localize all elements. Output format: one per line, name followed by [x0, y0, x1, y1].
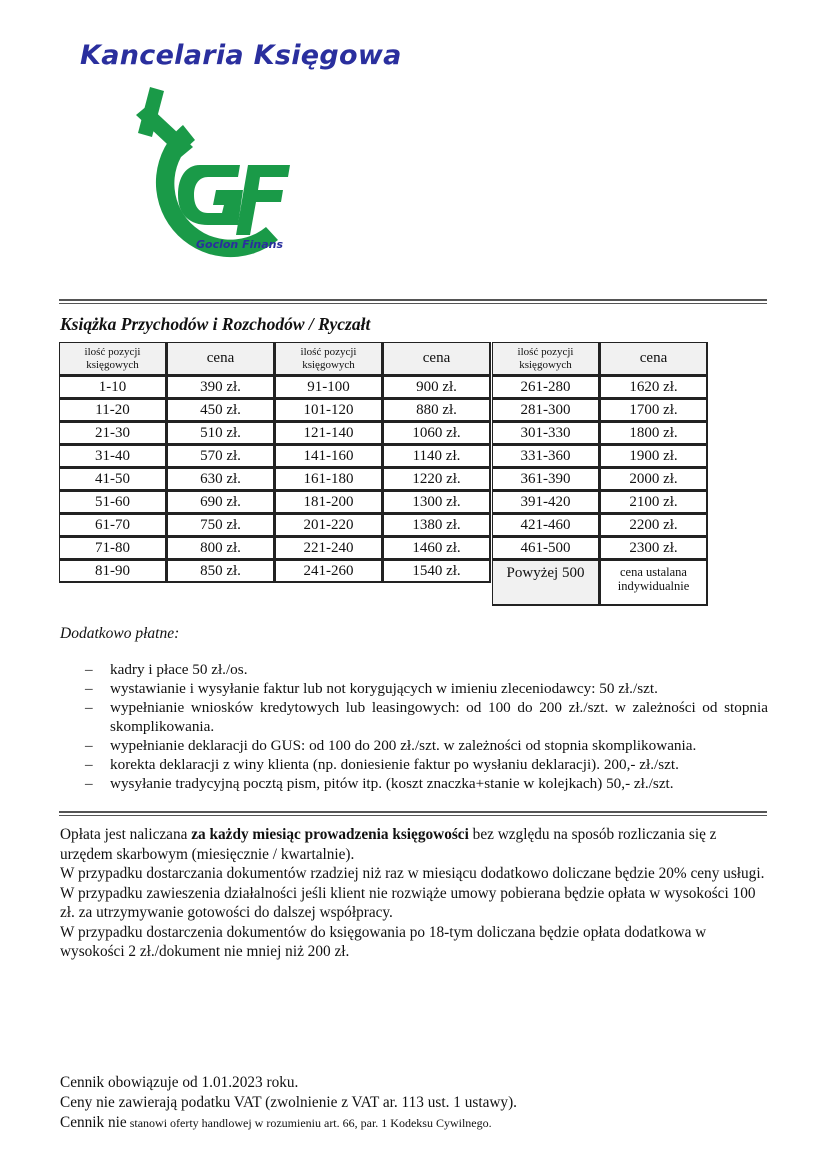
table-cell-price: 900 zł. [383, 376, 491, 399]
column-header-range: ilość pozycji księgowych [492, 342, 600, 376]
column-header-range: ilość pozycji księgowych [275, 342, 383, 376]
table-cell-price: 450 zł. [167, 399, 275, 422]
column-header-range: ilość pozycji księgowych [59, 342, 167, 376]
list-item: – wypełnianie wniosków kredytowych lub leasingowych: od 100 do 200 zł./szt. w zależności od stopnia skomplikowania. [85, 699, 768, 735]
table-cell-range: 31-40 [59, 445, 167, 468]
table-cell-price: 2200 zł. [600, 514, 708, 537]
table-cell-price: 1060 zł. [383, 422, 491, 445]
column-header-price: cena [600, 342, 708, 376]
list-item: – wypełnianie deklaracji do GUS: od 100 do 200 zł./szt. w zależności od stopnia skomplikowania. [85, 737, 697, 754]
table-cell-range: 21-30 [59, 422, 167, 445]
extras-title: Dodatkowo płatne: [60, 625, 180, 642]
table-cell-range: 421-460 [492, 514, 600, 537]
table-cell-price: 1700 zł. [600, 399, 708, 422]
table-cell-price: 690 zł. [167, 491, 275, 514]
table-cell-price: 1380 zł. [383, 514, 491, 537]
table-cell-range: 181-200 [275, 491, 383, 514]
table-cell-price: 1460 zł. [383, 537, 491, 560]
table-cell-price: 1540 zł. [383, 560, 491, 583]
table-cell-price: 1800 zł. [600, 422, 708, 445]
table-cell-range: 81-90 [59, 560, 167, 583]
table-cell-range: 331-360 [492, 445, 600, 468]
company-name: Kancelaria Księgowa [80, 40, 402, 71]
extras-list [60, 660, 768, 793]
footer-vat: Ceny nie zawierają podatku VAT (zwolnienie z VAT ar. 113 ust. 1 ustawy). [60, 1094, 517, 1111]
list-item: – wysyłanie tradycyjną pocztą pism, pitów itp. (koszt znaczka+stanie w kolejkach) 50,- zł./szt. [85, 775, 674, 792]
logo-name: Goclon Finans [196, 238, 284, 251]
company-logo [128, 85, 308, 260]
table-cell-price: 1620 zł. [600, 376, 708, 399]
table-cell-range: 11-20 [59, 399, 167, 422]
logo-initials: GF [128, 85, 130, 86]
footer-disclaimer: Cennik nie stanowi oferty handlowej w rozumieniu art. 66, par. 1 Kodeksu Cywilnego. [60, 1114, 492, 1131]
note-billing: Opłata jest naliczana za każdy miesiąc prowadzenia księgowości bez względu na sposób rozliczania się z urzędem skarbowym (miesięcznie / kwartalnie). [60, 826, 717, 863]
table-cell-range: 1-10 [59, 376, 167, 399]
table-cell-price: 2000 zł. [600, 468, 708, 491]
column-header-price: cena [167, 342, 275, 376]
list-item: – kadry i płace 50 zł./os. [85, 661, 248, 678]
note-late-documents: W przypadku dostarczenia dokumentów do księgowania po 18-tym doliczana będzie opłata dodatkowa w wysokości 2 zł./dokument nie mniej niż 200 zł. [60, 923, 707, 960]
pricing-title: Książka Przychodów i Rozchodów / Ryczałt [60, 314, 371, 334]
table-cell-range: 241-260 [275, 560, 383, 583]
table-cell-price: 570 zł. [167, 445, 275, 468]
table-cell-price: 800 zł. [167, 537, 275, 560]
table-cell-price: 510 zł. [167, 422, 275, 445]
table-cell-price: 1220 zł. [383, 468, 491, 491]
table-cell-range: 61-70 [59, 514, 167, 537]
table-cell-range: 281-300 [492, 399, 600, 422]
list-item: – korekta deklaracji z winy klienta (np. doniesienie faktur po wysłaniu deklaracji). 200,- zł./szt. [85, 756, 679, 773]
table-cell-price: 390 zł. [167, 376, 275, 399]
table-cell-range: 391-420 [492, 491, 600, 514]
table-cell-price: cena ustalana indywidualnie [600, 560, 708, 606]
table-cell-price: 750 zł. [167, 514, 275, 537]
table-cell-range: 41-50 [59, 468, 167, 491]
column-header-price: cena [383, 342, 491, 376]
table-cell-price: 2100 zł. [600, 491, 708, 514]
table-cell-range: 121-140 [275, 422, 383, 445]
table-cell-range: 261-280 [492, 376, 600, 399]
table-cell-range: 101-120 [275, 399, 383, 422]
note-delivery: W przypadku dostarczania dokumentów rzadziej niż raz w miesiącu dodatkowo doliczane będzie 20% ceny usługi. [60, 865, 765, 882]
table-cell-range: 461-500 [492, 537, 600, 560]
table-cell-range: 91-100 [275, 376, 383, 399]
table-cell-range: 51-60 [59, 491, 167, 514]
table-cell-price: 2300 zł. [600, 537, 708, 560]
footer [60, 1073, 770, 1133]
list-item: – wystawianie i wysyłanie faktur lub not korygujących w imieniu zleceniodawcy: 50 zł./szt. [85, 680, 658, 697]
table-cell-price: 880 zł. [383, 399, 491, 422]
table-cell-range: 141-160 [275, 445, 383, 468]
table-cell-range: 361-390 [492, 468, 600, 491]
table-cell-range: 221-240 [275, 537, 383, 560]
divider [59, 299, 767, 304]
table-cell-price: 850 zł. [167, 560, 275, 583]
table-cell-range: 161-180 [275, 468, 383, 491]
table-cell-range: 71-80 [59, 537, 167, 560]
terms-notes [60, 825, 770, 962]
table-cell-price: 1900 zł. [600, 445, 708, 468]
table-cell-range: 301-330 [492, 422, 600, 445]
table-cell-range: 201-220 [275, 514, 383, 537]
table-cell-price: 1140 zł. [383, 445, 491, 468]
table-cell-price: 630 zł. [167, 468, 275, 491]
note-suspension: W przypadku zawieszenia działalności jeśli klient nie rozwiąże umowy pobierana będzie opłata w wysokości 100 zł. za utrzymywanie gotowości do dalszej współpracy. [60, 884, 756, 921]
table-cell-price: 1300 zł. [383, 491, 491, 514]
table-cell-range: Powyżej 500 [492, 560, 600, 606]
divider [59, 811, 767, 816]
footer-validity: Cennik obowiązuje od 1.01.2023 roku. [60, 1074, 299, 1091]
